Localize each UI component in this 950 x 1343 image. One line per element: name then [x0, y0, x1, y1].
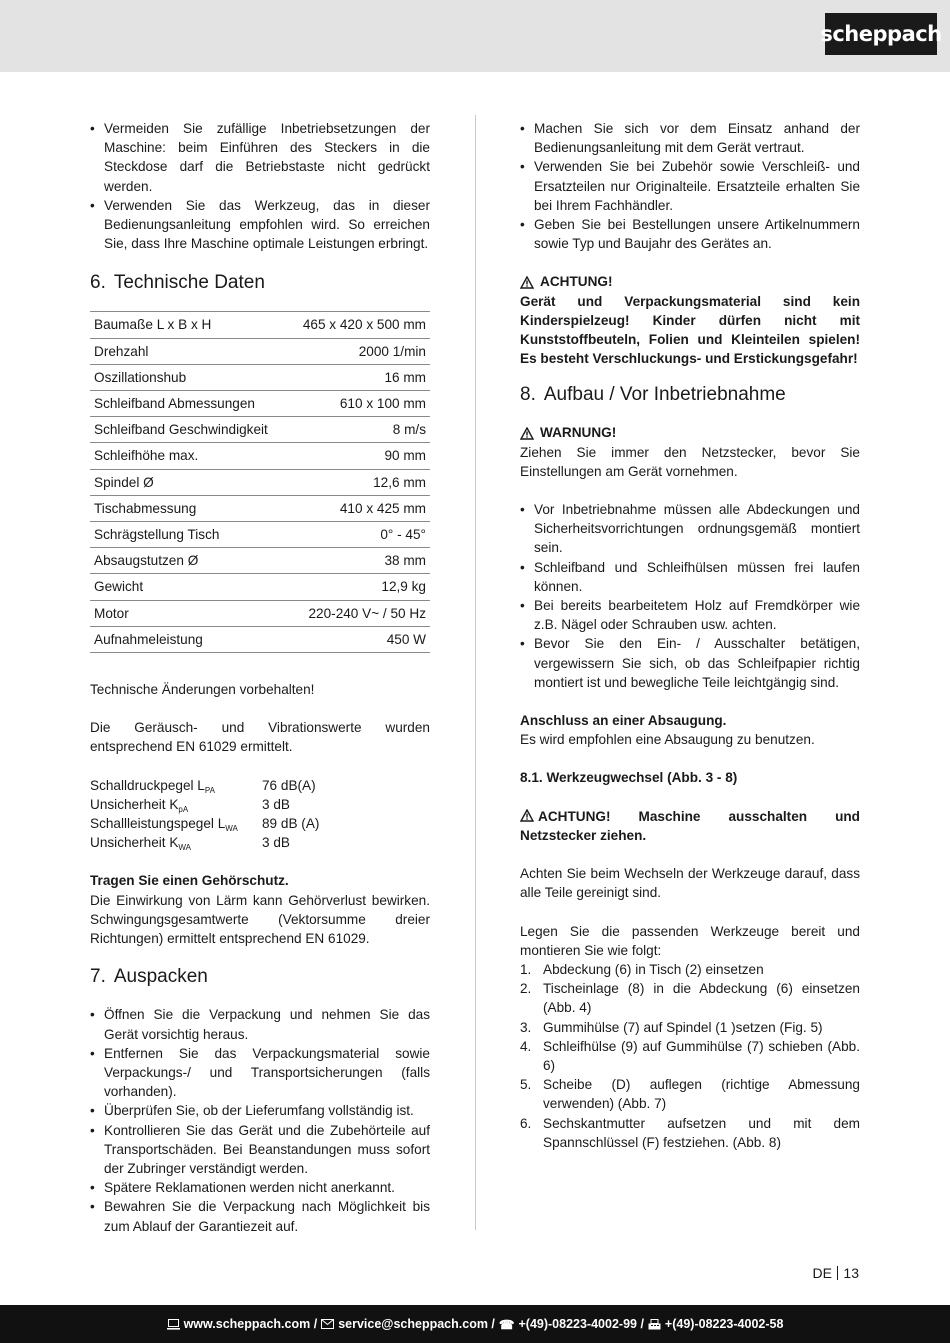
brand-logo: scheppach — [825, 13, 937, 55]
achtung-2-text: ACHTUNG! Maschine ausschalten und Netzstecker ziehen. — [520, 808, 860, 843]
table-row — [90, 312, 430, 338]
table-row — [90, 522, 430, 548]
achtung-heading — [520, 272, 860, 291]
list-item: • Entfernen Sie das Verpackungsmaterial sowie Verpackungs-/ und Transportsicherungen (falls vorhanden). — [90, 1044, 430, 1102]
step-number: 2. — [520, 981, 532, 997]
spec-label: Motor — [90, 600, 288, 626]
spec-value: 0° - 45° — [288, 522, 431, 548]
warnung-heading — [520, 423, 860, 442]
achtung-text: Gerät und Verpackungsmaterial sind kein Kinderspielzeug! Kinder dürfen nicht mit Kunststoffbeuteln, Folien und Kleinteilen spielen! Es besteht Verschluckungs- und Erstickungsgefahr! — [520, 293, 860, 367]
warnung-text: Ziehen Sie immer den Netzstecker, bevor Sie Einstellungen am Gerät vornehmen. — [520, 444, 860, 479]
spec-value: 90 mm — [288, 443, 431, 469]
list-item — [520, 1114, 860, 1152]
table-row — [90, 626, 430, 652]
computer-icon — [167, 1319, 180, 1330]
warnung-label: WARNUNG! — [540, 425, 617, 441]
spec-value: 12,9 kg — [288, 574, 431, 600]
table-row — [90, 814, 319, 833]
list-item: • Spätere Reklamationen werden nicht anerkannt. — [90, 1178, 430, 1197]
spec-value: 2000 1/min — [288, 338, 431, 364]
table-row — [90, 548, 430, 574]
spec-label: Schleifhöhe max. — [90, 443, 288, 469]
spec-table — [90, 311, 430, 653]
warning-triangle-icon — [520, 276, 534, 289]
fax-icon — [648, 1319, 661, 1330]
page-number-separator — [837, 1266, 839, 1280]
table-row — [90, 417, 430, 443]
step-text: Scheibe (D) auflegen (richtige Abmessung verwenden) (Abb. 7) — [543, 1077, 860, 1112]
footer-website[interactable]: www.scheppach.com / — [183, 1317, 318, 1331]
footer-fax: +(49)-08223-4002-58 — [664, 1317, 784, 1331]
list-item: • Vermeiden Sie zufällige Inbetriebsetzungen der Maschine: beim Einführen des Steckers in die Steckdose darf die Betriebstaste nicht gedrückt werden. — [90, 119, 430, 196]
noise-table — [90, 776, 319, 853]
spec-label: Baumaße L x B x H — [90, 312, 288, 338]
step-text: Tischeinlage (8) in die Abdeckung (6) einsetzen (Abb. 4) — [543, 981, 860, 1016]
spec-label: Schrägstellung Tisch — [90, 522, 288, 548]
list-item: • Geben Sie bei Bestellungen unsere Artikelnummern sowie Typ und Baujahr des Gerätes an. — [520, 215, 860, 253]
section-title: Technische Daten — [113, 272, 265, 294]
spec-value: 38 mm — [288, 548, 431, 574]
hearing-heading: Tragen Sie einen Gehörschutz. — [90, 873, 289, 889]
table-row — [90, 833, 319, 852]
noise-value: 76 dB(A) — [262, 777, 316, 793]
list-item: • Bei bereits bearbeitetem Holz auf Fremdkörper wie z.B. Nägel oder Schrauben usw. achten. — [520, 596, 860, 634]
table-row — [90, 600, 430, 626]
spec-value: 610 x 100 mm — [288, 391, 431, 417]
noise-label — [90, 795, 262, 814]
list-item: • Machen Sie sich vor dem Einsatz anhand der Bedienungsanleitung mit dem Gerät vertraut. — [520, 119, 860, 157]
list-item — [520, 1018, 860, 1037]
list-item — [520, 960, 860, 979]
step-number: 6. — [520, 1115, 532, 1131]
noise-label-subscript: PA — [204, 785, 215, 795]
achtung-label: ACHTUNG! — [540, 274, 613, 290]
spec-value: 220-240 V~ / 50 Hz — [288, 600, 431, 626]
clean-text: Achten Sie beim Wechseln der Werkzeuge darauf, dass alle Teile gereinigt sind. — [520, 866, 860, 901]
mail-icon — [321, 1319, 334, 1329]
noise-value: 3 dB — [262, 796, 290, 812]
step-number: 5. — [520, 1077, 532, 1093]
section-6-heading — [90, 271, 430, 295]
noise-label — [90, 776, 262, 795]
spec-value: 16 mm — [288, 364, 431, 390]
list-item — [520, 979, 860, 1017]
intro-bullet-list — [520, 119, 860, 253]
page-header — [0, 0, 950, 72]
list-item: • Verwenden Sie das Werkzeug, das in dieser Bedienungsanleitung empfohlen wird. So erreichen Sie, dass Ihre Maschine optimale Leistungen erbringt. — [90, 196, 430, 254]
step-number: 4. — [520, 1038, 532, 1054]
table-row — [90, 338, 430, 364]
page-number-value: 13 — [843, 1265, 859, 1281]
noise-label-text: Unsicherheit K — [90, 796, 179, 812]
page-number — [812, 1265, 859, 1281]
mount-intro: Legen Sie die passenden Werkzeuge bereit und montieren Sie wie folgt: — [520, 923, 860, 958]
page-lang: DE — [812, 1265, 832, 1281]
noise-label — [90, 814, 262, 833]
spec-value: 8 m/s — [288, 417, 431, 443]
noise-intro: Die Geräusch- und Vibrationswerte wurden entsprechend EN 61029 ermittelt. — [90, 720, 430, 755]
spec-label: Schleifband Geschwindigkeit — [90, 417, 288, 443]
section-number: 7. — [90, 966, 106, 988]
warning-triangle-icon — [520, 427, 534, 440]
step-text: Sechskantmutter aufsetzen und mit dem Spannschlüssel (F) festziehen. (Abb. 8) — [543, 1115, 860, 1150]
list-item: • Schleifband und Schleifhülsen müssen frei laufen können. — [520, 558, 860, 596]
spec-label: Absaugstutzen Ø — [90, 548, 288, 574]
list-item — [520, 1037, 860, 1075]
warning-triangle-icon — [520, 809, 534, 822]
noise-label-text: Schallleistungspegel L — [90, 816, 226, 832]
step-text: Schleifhülse (9) auf Gummihülse (7) schieben (Abb. 6) — [543, 1038, 860, 1073]
noise-label-subscript: pA — [178, 804, 189, 814]
footer-phone: +(49)-08223-4002-99 / — [518, 1317, 644, 1331]
subsection-8-1-heading: 8.1. Werkzeugwechsel (Abb. 3 - 8) — [520, 770, 738, 786]
step-text: Abdeckung (6) in Tisch (2) einsetzen — [543, 961, 764, 977]
achtung-2-block — [520, 807, 860, 845]
suction-heading: Anschluss an einer Absaugung. — [520, 713, 727, 729]
table-row — [90, 364, 430, 390]
suction-text: Es wird empfohlen eine Absaugung zu benutzen. — [520, 732, 815, 748]
column-divider — [475, 115, 476, 1230]
table-row — [90, 469, 430, 495]
section-7-heading — [90, 965, 430, 989]
mount-steps-list — [520, 960, 860, 1152]
table-row — [90, 391, 430, 417]
spec-label: Spindel Ø — [90, 469, 288, 495]
noise-label — [90, 833, 262, 852]
spec-label: Tischabmessung — [90, 495, 288, 521]
noise-label-text: Schalldruckpegel L — [90, 777, 205, 793]
page-footer — [0, 1305, 950, 1343]
spec-label: Gewicht — [90, 574, 288, 600]
noise-value: 3 dB — [262, 835, 290, 851]
section-number: 8. — [520, 384, 536, 406]
list-item: • Öffnen Sie die Verpackung und nehmen Sie das Gerät vorsichtig heraus. — [90, 1005, 430, 1043]
right-column — [520, 119, 860, 1152]
section-number: 6. — [90, 272, 106, 294]
table-row — [90, 443, 430, 469]
intro-bullet-list — [90, 119, 430, 253]
spec-value: 465 x 420 x 500 mm — [288, 312, 431, 338]
step-number: 1. — [520, 961, 532, 977]
setup-bullet-list — [520, 500, 860, 692]
hearing-text: Die Einwirkung von Lärm kann Gehörverlust bewirken. Schwingungsgesamtwerte (Vektorsumme dreier Richtungen) ermittelt entsprechend EN 61029. — [90, 892, 430, 947]
noise-label-subscript: WA — [178, 843, 191, 853]
list-item — [520, 1075, 860, 1113]
left-column — [90, 119, 430, 1236]
table-row — [90, 495, 430, 521]
spec-label: Drehzahl — [90, 338, 288, 364]
spec-value: 410 x 425 mm — [288, 495, 431, 521]
list-item: • Vor Inbetriebnahme müssen alle Abdeckungen und Sicherheitsvorrichtungen ordnungsgemäß montiert sein. — [520, 500, 860, 558]
noise-value: 89 dB (A) — [262, 816, 320, 832]
list-item: • Bevor Sie den Ein- / Ausschalter betätigen, vergewissern Sie sich, ob das Schleifpapier richtig montiert ist und bewegliche Teile leichtgängig sind. — [520, 634, 860, 692]
list-item: • Kontrollieren Sie das Gerät und die Zubehörteile auf Transportschäden. Bei Beanstandungen muss sofort der Zubringer verständigt werden. — [90, 1121, 430, 1179]
step-text: Gummihülse (7) auf Spindel (1 )setzen (Fig. 5) — [543, 1019, 823, 1035]
spec-value: 12,6 mm — [288, 469, 431, 495]
unpack-bullet-list — [90, 1005, 430, 1235]
section-title: Aufbau / Vor Inbetriebnahme — [543, 384, 786, 406]
noise-label-subscript: WA — [225, 824, 238, 834]
phone-icon: ☎ — [498, 1317, 515, 1332]
spec-value: 450 W — [288, 626, 431, 652]
step-number: 3. — [520, 1019, 532, 1035]
table-row — [90, 795, 319, 814]
list-item: • Bewahren Sie die Verpackung nach Möglichkeit bis zum Ablauf der Garantiezeit auf. — [90, 1197, 430, 1235]
changes-note: Technische Änderungen vorbehalten! — [90, 682, 315, 698]
list-item: • Verwenden Sie bei Zubehör sowie Verschleiß- und Ersatzteilen nur Originalteile. Ersatzteile erhalten Sie bei Ihrem Fachhändler. — [520, 157, 860, 215]
spec-label: Schleifband Abmessungen — [90, 391, 288, 417]
table-row — [90, 574, 430, 600]
footer-email[interactable]: service@scheppach.com / — [338, 1317, 495, 1331]
noise-label-text: Unsicherheit K — [90, 835, 179, 851]
section-8-heading — [520, 383, 860, 407]
list-item: • Überprüfen Sie, ob der Lieferumfang vollständig ist. — [90, 1101, 430, 1120]
spec-label: Oszillationshub — [90, 364, 288, 390]
table-row — [90, 776, 319, 795]
section-title: Auspacken — [113, 966, 208, 988]
spec-label: Aufnahmeleistung — [90, 626, 288, 652]
